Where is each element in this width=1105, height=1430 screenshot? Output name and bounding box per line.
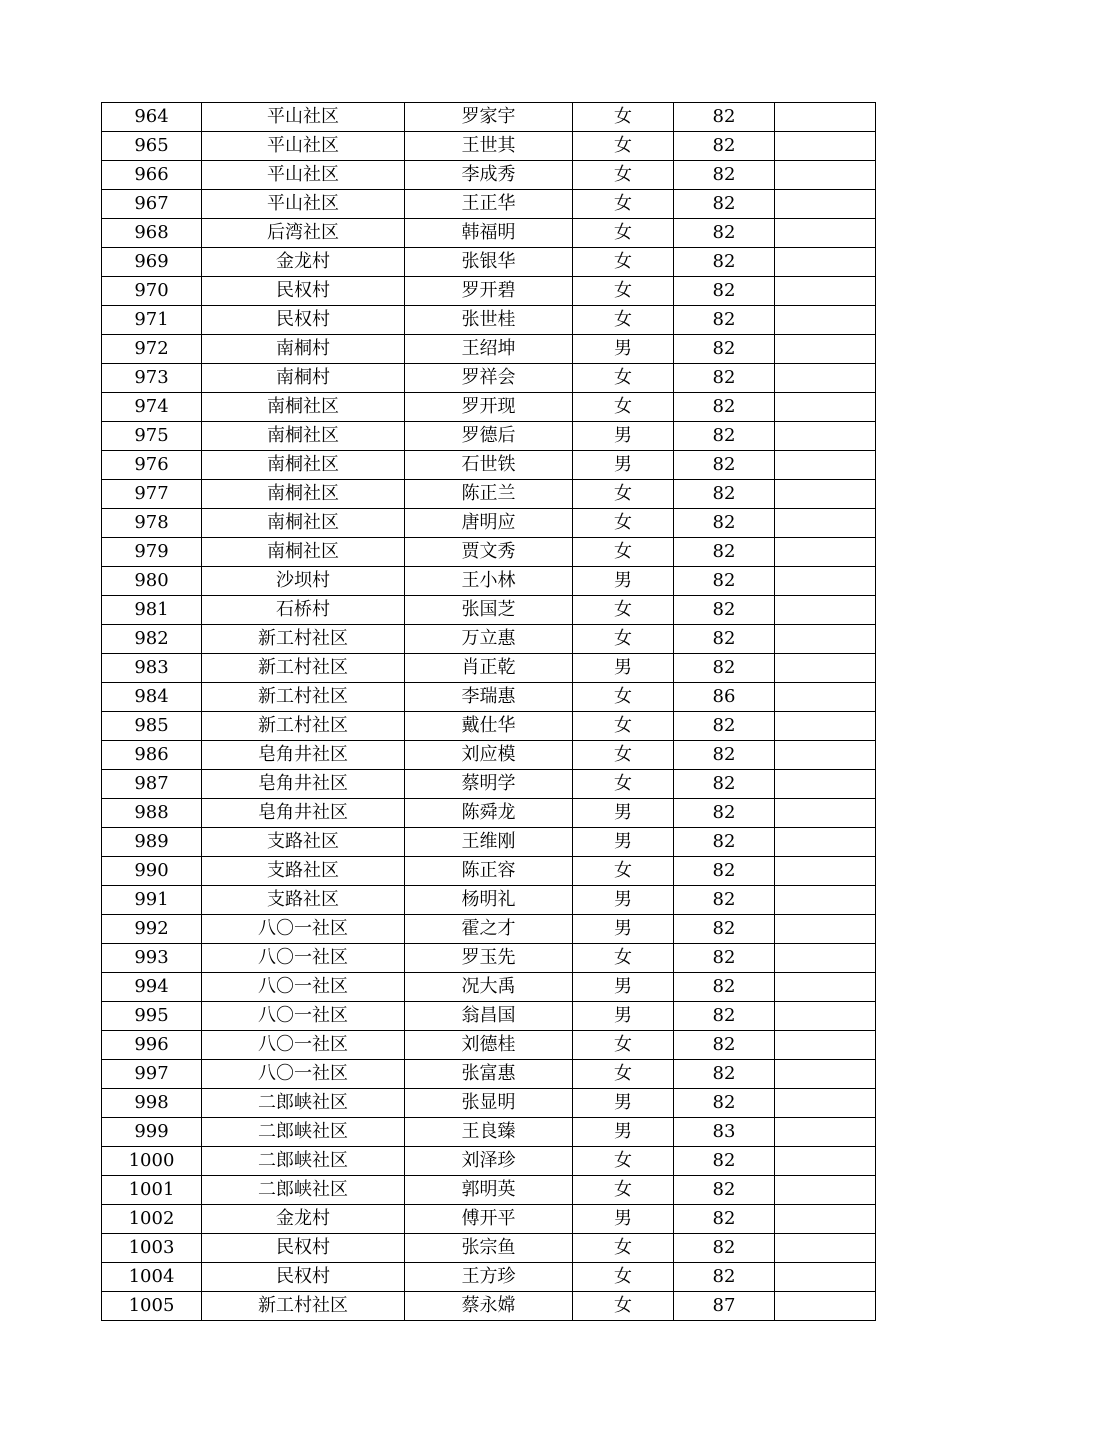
- age-cell: 82: [674, 567, 775, 596]
- name-cell: 王维刚: [405, 828, 573, 857]
- community-cell: 新工村社区: [202, 1292, 405, 1321]
- community-cell: 沙坝村: [202, 567, 405, 596]
- table-row: [102, 567, 876, 596]
- community-cell: 南桐村: [202, 364, 405, 393]
- row-number-cell: 1003: [102, 1234, 202, 1263]
- community-cell: 二郎峡社区: [202, 1118, 405, 1147]
- name-cell: 唐明应: [405, 509, 573, 538]
- row-number-cell: 965: [102, 132, 202, 161]
- name-cell: 杨明礼: [405, 886, 573, 915]
- age-cell: 82: [674, 1060, 775, 1089]
- row-number-cell: 988: [102, 799, 202, 828]
- note-cell: [775, 393, 876, 422]
- gender-cell: 女: [573, 1292, 674, 1321]
- row-number-cell: 987: [102, 770, 202, 799]
- age-cell: 82: [674, 451, 775, 480]
- community-cell: 新工村社区: [202, 712, 405, 741]
- gender-cell: 男: [573, 422, 674, 451]
- row-number-cell: 997: [102, 1060, 202, 1089]
- name-cell: 贾文秀: [405, 538, 573, 567]
- community-cell: 南桐社区: [202, 480, 405, 509]
- table-row: [102, 190, 876, 219]
- age-cell: 82: [674, 741, 775, 770]
- community-cell: 石桥村: [202, 596, 405, 625]
- gender-cell: 女: [573, 219, 674, 248]
- gender-cell: 女: [573, 248, 674, 277]
- note-cell: [775, 422, 876, 451]
- community-cell: 八〇一社区: [202, 1002, 405, 1031]
- community-cell: 二郎峡社区: [202, 1089, 405, 1118]
- note-cell: [775, 915, 876, 944]
- table-row: [102, 1292, 876, 1321]
- table-row: [102, 625, 876, 654]
- note-cell: [775, 306, 876, 335]
- row-number-cell: 980: [102, 567, 202, 596]
- age-cell: 82: [674, 625, 775, 654]
- name-cell: 陈舜龙: [405, 799, 573, 828]
- gender-cell: 男: [573, 654, 674, 683]
- table-row: [102, 915, 876, 944]
- community-cell: 八〇一社区: [202, 1031, 405, 1060]
- table-row: [102, 277, 876, 306]
- row-number-cell: 996: [102, 1031, 202, 1060]
- table-row: [102, 422, 876, 451]
- row-number-cell: 995: [102, 1002, 202, 1031]
- gender-cell: 男: [573, 1089, 674, 1118]
- table-row: [102, 828, 876, 857]
- gender-cell: 女: [573, 1147, 674, 1176]
- age-cell: 82: [674, 596, 775, 625]
- gender-cell: 女: [573, 538, 674, 567]
- gender-cell: 女: [573, 1176, 674, 1205]
- community-cell: 金龙村: [202, 1205, 405, 1234]
- name-cell: 李瑞惠: [405, 683, 573, 712]
- name-cell: 罗开现: [405, 393, 573, 422]
- community-cell: 八〇一社区: [202, 944, 405, 973]
- community-cell: 支路社区: [202, 828, 405, 857]
- table-row: [102, 1031, 876, 1060]
- gender-cell: 女: [573, 132, 674, 161]
- note-cell: [775, 1060, 876, 1089]
- community-cell: 皂角井社区: [202, 799, 405, 828]
- age-cell: 83: [674, 1118, 775, 1147]
- community-cell: 民权村: [202, 277, 405, 306]
- table-row: [102, 857, 876, 886]
- table-row: [102, 306, 876, 335]
- age-cell: 82: [674, 654, 775, 683]
- name-cell: 张世桂: [405, 306, 573, 335]
- note-cell: [775, 161, 876, 190]
- name-cell: 王方珍: [405, 1263, 573, 1292]
- note-cell: [775, 654, 876, 683]
- age-cell: 82: [674, 190, 775, 219]
- age-cell: 82: [674, 1002, 775, 1031]
- name-cell: 李成秀: [405, 161, 573, 190]
- name-cell: 张银华: [405, 248, 573, 277]
- gender-cell: 男: [573, 886, 674, 915]
- age-cell: 86: [674, 683, 775, 712]
- table-row: [102, 973, 876, 1002]
- gender-cell: 女: [573, 509, 674, 538]
- row-number-cell: 992: [102, 915, 202, 944]
- note-cell: [775, 1176, 876, 1205]
- age-cell: 82: [674, 393, 775, 422]
- name-cell: 蔡永嫦: [405, 1292, 573, 1321]
- community-cell: 新工村社区: [202, 654, 405, 683]
- gender-cell: 女: [573, 1234, 674, 1263]
- row-number-cell: 993: [102, 944, 202, 973]
- age-cell: 82: [674, 219, 775, 248]
- row-number-cell: 964: [102, 103, 202, 132]
- note-cell: [775, 886, 876, 915]
- name-cell: 王良臻: [405, 1118, 573, 1147]
- note-cell: [775, 1089, 876, 1118]
- gender-cell: 男: [573, 1002, 674, 1031]
- gender-cell: 女: [573, 161, 674, 190]
- gender-cell: 男: [573, 567, 674, 596]
- community-cell: 平山社区: [202, 161, 405, 190]
- age-cell: 82: [674, 306, 775, 335]
- age-cell: 82: [674, 1205, 775, 1234]
- row-number-cell: 978: [102, 509, 202, 538]
- note-cell: [775, 277, 876, 306]
- gender-cell: 女: [573, 306, 674, 335]
- table-row: [102, 712, 876, 741]
- row-number-cell: 1000: [102, 1147, 202, 1176]
- name-cell: 肖正乾: [405, 654, 573, 683]
- note-cell: [775, 1263, 876, 1292]
- note-cell: [775, 944, 876, 973]
- age-cell: 82: [674, 1031, 775, 1060]
- table-row: [102, 1176, 876, 1205]
- note-cell: [775, 1234, 876, 1263]
- row-number-cell: 974: [102, 393, 202, 422]
- community-cell: 支路社区: [202, 857, 405, 886]
- note-cell: [775, 857, 876, 886]
- age-cell: 82: [674, 770, 775, 799]
- note-cell: [775, 219, 876, 248]
- name-cell: 张富惠: [405, 1060, 573, 1089]
- community-cell: 金龙村: [202, 248, 405, 277]
- note-cell: [775, 335, 876, 364]
- name-cell: 罗玉先: [405, 944, 573, 973]
- note-cell: [775, 828, 876, 857]
- community-cell: 八〇一社区: [202, 973, 405, 1002]
- table-row: [102, 219, 876, 248]
- age-cell: 82: [674, 103, 775, 132]
- table-row: [102, 1147, 876, 1176]
- name-cell: 张宗鱼: [405, 1234, 573, 1263]
- name-cell: 戴仕华: [405, 712, 573, 741]
- age-cell: 82: [674, 538, 775, 567]
- note-cell: [775, 1002, 876, 1031]
- gender-cell: 男: [573, 828, 674, 857]
- age-cell: 87: [674, 1292, 775, 1321]
- age-cell: 82: [674, 973, 775, 1002]
- community-cell: 南桐社区: [202, 509, 405, 538]
- gender-cell: 女: [573, 393, 674, 422]
- community-cell: 八〇一社区: [202, 1060, 405, 1089]
- name-cell: 王小林: [405, 567, 573, 596]
- row-number-cell: 986: [102, 741, 202, 770]
- note-cell: [775, 190, 876, 219]
- gender-cell: 女: [573, 364, 674, 393]
- row-number-cell: 967: [102, 190, 202, 219]
- name-cell: 陈正兰: [405, 480, 573, 509]
- gender-cell: 女: [573, 944, 674, 973]
- table-row: [102, 1002, 876, 1031]
- community-cell: 支路社区: [202, 886, 405, 915]
- age-cell: 82: [674, 1234, 775, 1263]
- row-number-cell: 984: [102, 683, 202, 712]
- row-number-cell: 999: [102, 1118, 202, 1147]
- roster-table-body: [102, 103, 876, 1321]
- age-cell: 82: [674, 277, 775, 306]
- row-number-cell: 989: [102, 828, 202, 857]
- community-cell: 皂角井社区: [202, 770, 405, 799]
- community-cell: 新工村社区: [202, 625, 405, 654]
- row-number-cell: 975: [102, 422, 202, 451]
- row-number-cell: 991: [102, 886, 202, 915]
- community-cell: 南桐社区: [202, 393, 405, 422]
- table-row: [102, 103, 876, 132]
- community-cell: 二郎峡社区: [202, 1147, 405, 1176]
- gender-cell: 女: [573, 480, 674, 509]
- table-row: [102, 248, 876, 277]
- note-cell: [775, 741, 876, 770]
- note-cell: [775, 1118, 876, 1147]
- community-cell: 二郎峡社区: [202, 1176, 405, 1205]
- row-number-cell: 970: [102, 277, 202, 306]
- gender-cell: 女: [573, 770, 674, 799]
- age-cell: 82: [674, 1089, 775, 1118]
- note-cell: [775, 451, 876, 480]
- name-cell: 霍之才: [405, 915, 573, 944]
- name-cell: 王世其: [405, 132, 573, 161]
- age-cell: 82: [674, 364, 775, 393]
- name-cell: 蔡明学: [405, 770, 573, 799]
- age-cell: 82: [674, 915, 775, 944]
- name-cell: 万立惠: [405, 625, 573, 654]
- table-row: [102, 132, 876, 161]
- note-cell: [775, 103, 876, 132]
- name-cell: 郭明英: [405, 1176, 573, 1205]
- gender-cell: 女: [573, 277, 674, 306]
- age-cell: 82: [674, 248, 775, 277]
- note-cell: [775, 1031, 876, 1060]
- table-row: [102, 538, 876, 567]
- age-cell: 82: [674, 1176, 775, 1205]
- row-number-cell: 969: [102, 248, 202, 277]
- table-row: [102, 161, 876, 190]
- note-cell: [775, 973, 876, 1002]
- note-cell: [775, 364, 876, 393]
- community-cell: 民权村: [202, 1263, 405, 1292]
- note-cell: [775, 625, 876, 654]
- age-cell: 82: [674, 944, 775, 973]
- gender-cell: 男: [573, 799, 674, 828]
- row-number-cell: 1004: [102, 1263, 202, 1292]
- age-cell: 82: [674, 422, 775, 451]
- age-cell: 82: [674, 161, 775, 190]
- row-number-cell: 990: [102, 857, 202, 886]
- row-number-cell: 968: [102, 219, 202, 248]
- note-cell: [775, 799, 876, 828]
- note-cell: [775, 770, 876, 799]
- table-row: [102, 654, 876, 683]
- row-number-cell: 971: [102, 306, 202, 335]
- community-cell: 新工村社区: [202, 683, 405, 712]
- table-row: [102, 770, 876, 799]
- age-cell: 82: [674, 509, 775, 538]
- age-cell: 82: [674, 857, 775, 886]
- row-number-cell: 976: [102, 451, 202, 480]
- row-number-cell: 966: [102, 161, 202, 190]
- table-row: [102, 944, 876, 973]
- community-cell: 八〇一社区: [202, 915, 405, 944]
- gender-cell: 女: [573, 683, 674, 712]
- table-row: [102, 1089, 876, 1118]
- note-cell: [775, 1205, 876, 1234]
- note-cell: [775, 480, 876, 509]
- name-cell: 罗开碧: [405, 277, 573, 306]
- row-number-cell: 981: [102, 596, 202, 625]
- row-number-cell: 983: [102, 654, 202, 683]
- gender-cell: 男: [573, 335, 674, 364]
- gender-cell: 女: [573, 712, 674, 741]
- table-row: [102, 1263, 876, 1292]
- community-cell: 南桐社区: [202, 422, 405, 451]
- gender-cell: 女: [573, 1263, 674, 1292]
- gender-cell: 男: [573, 451, 674, 480]
- name-cell: 张显明: [405, 1089, 573, 1118]
- community-cell: 南桐社区: [202, 538, 405, 567]
- table-row: [102, 1060, 876, 1089]
- community-cell: 南桐社区: [202, 451, 405, 480]
- gender-cell: 男: [573, 1118, 674, 1147]
- name-cell: 刘泽珍: [405, 1147, 573, 1176]
- row-number-cell: 977: [102, 480, 202, 509]
- gender-cell: 女: [573, 1060, 674, 1089]
- note-cell: [775, 1292, 876, 1321]
- name-cell: 刘德桂: [405, 1031, 573, 1060]
- gender-cell: 女: [573, 596, 674, 625]
- age-cell: 82: [674, 712, 775, 741]
- name-cell: 张国芝: [405, 596, 573, 625]
- note-cell: [775, 712, 876, 741]
- name-cell: 王绍坤: [405, 335, 573, 364]
- note-cell: [775, 567, 876, 596]
- name-cell: 罗德后: [405, 422, 573, 451]
- name-cell: 陈正容: [405, 857, 573, 886]
- row-number-cell: 979: [102, 538, 202, 567]
- name-cell: 罗家宇: [405, 103, 573, 132]
- community-cell: 南桐村: [202, 335, 405, 364]
- table-row: [102, 596, 876, 625]
- table-row: [102, 886, 876, 915]
- age-cell: 82: [674, 132, 775, 161]
- name-cell: 傅开平: [405, 1205, 573, 1234]
- name-cell: 刘应模: [405, 741, 573, 770]
- gender-cell: 女: [573, 625, 674, 654]
- row-number-cell: 1002: [102, 1205, 202, 1234]
- roster-table: [101, 102, 876, 1321]
- gender-cell: 男: [573, 973, 674, 1002]
- name-cell: 况大禹: [405, 973, 573, 1002]
- name-cell: 罗祥会: [405, 364, 573, 393]
- row-number-cell: 982: [102, 625, 202, 654]
- note-cell: [775, 538, 876, 567]
- gender-cell: 女: [573, 1031, 674, 1060]
- row-number-cell: 985: [102, 712, 202, 741]
- note-cell: [775, 1147, 876, 1176]
- row-number-cell: 1005: [102, 1292, 202, 1321]
- gender-cell: 女: [573, 190, 674, 219]
- name-cell: 石世铁: [405, 451, 573, 480]
- row-number-cell: 994: [102, 973, 202, 1002]
- name-cell: 韩福明: [405, 219, 573, 248]
- community-cell: 皂角井社区: [202, 741, 405, 770]
- note-cell: [775, 683, 876, 712]
- age-cell: 82: [674, 335, 775, 364]
- table-row: [102, 364, 876, 393]
- table-row: [102, 1118, 876, 1147]
- community-cell: 民权村: [202, 1234, 405, 1263]
- gender-cell: 女: [573, 741, 674, 770]
- age-cell: 82: [674, 799, 775, 828]
- age-cell: 82: [674, 480, 775, 509]
- row-number-cell: 1001: [102, 1176, 202, 1205]
- community-cell: 平山社区: [202, 132, 405, 161]
- age-cell: 82: [674, 1263, 775, 1292]
- table-row: [102, 1234, 876, 1263]
- gender-cell: 男: [573, 915, 674, 944]
- community-cell: 平山社区: [202, 190, 405, 219]
- community-cell: 平山社区: [202, 103, 405, 132]
- row-number-cell: 973: [102, 364, 202, 393]
- table-row: [102, 480, 876, 509]
- note-cell: [775, 509, 876, 538]
- table-row: [102, 509, 876, 538]
- table-row: [102, 393, 876, 422]
- age-cell: 82: [674, 1147, 775, 1176]
- table-row: [102, 741, 876, 770]
- note-cell: [775, 132, 876, 161]
- age-cell: 82: [674, 886, 775, 915]
- gender-cell: 男: [573, 1205, 674, 1234]
- table-row: [102, 1205, 876, 1234]
- table-row: [102, 683, 876, 712]
- age-cell: 82: [674, 828, 775, 857]
- table-row: [102, 799, 876, 828]
- name-cell: 翁昌国: [405, 1002, 573, 1031]
- note-cell: [775, 596, 876, 625]
- table-row: [102, 451, 876, 480]
- row-number-cell: 972: [102, 335, 202, 364]
- note-cell: [775, 248, 876, 277]
- name-cell: 王正华: [405, 190, 573, 219]
- gender-cell: 女: [573, 857, 674, 886]
- gender-cell: 女: [573, 103, 674, 132]
- community-cell: 后湾社区: [202, 219, 405, 248]
- table-row: [102, 335, 876, 364]
- community-cell: 民权村: [202, 306, 405, 335]
- row-number-cell: 998: [102, 1089, 202, 1118]
